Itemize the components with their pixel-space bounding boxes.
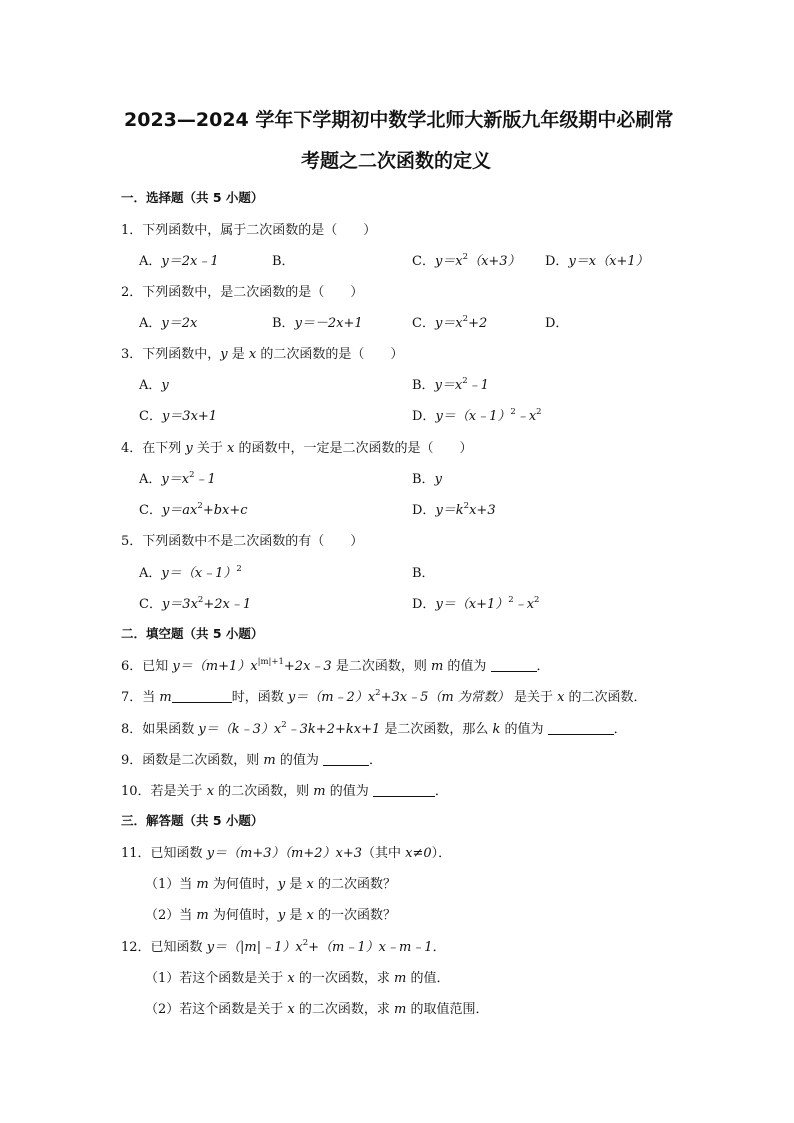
- question-5-option-c: C．$y=3x^2+2x﹣1$: [139, 595, 252, 612]
- question-2-option-d: D．: [545, 316, 569, 331]
- question-11-part-2: （2）当 m 为何值时，y 是 x 的一次函数？: [145, 908, 396, 923]
- question-8: 8．如果函数 $y=(k﹣3)x^2﹣3k+2+kx+1$ 是二次函数，那么 k 的值为 ．: [121, 720, 627, 737]
- question-4-option-b: B．y: [412, 472, 442, 487]
- question-12-part-2: （2）若这个函数是关于 x 的二次函数，求 m 的取值范围．: [145, 1002, 489, 1017]
- question-4-stem: 4．在下列 y 关于 x 的函数中，一定是二次函数的是（ ）: [121, 441, 473, 456]
- question-2-option-a: A．y＝2x: [139, 316, 198, 331]
- question-11-stem: 11．已知函数 y＝（m+3）（m+2）x+3（其中 x≠0）．: [121, 846, 452, 861]
- section-heading-solve: 三．解答题（共 5 小题）: [121, 813, 264, 828]
- question-4-option-d: D．$y=k^2x+3$: [412, 501, 496, 518]
- question-3-stem: 3．下列函数中，y 是 x 的二次函数的是（ ）: [121, 347, 404, 362]
- section-heading-choice: 一．选择题（共 5 小题）: [121, 190, 264, 205]
- question-5-option-b: B．: [412, 566, 435, 581]
- question-1-option-d: D．y＝x（x+1）: [545, 254, 649, 269]
- question-6: 6．已知 $y=(m+1)x^{|m|+1}+2x﹣3$ 是二次函数，则 m 的值为 ．: [121, 657, 550, 674]
- question-3-option-b: B．$y=x^2﹣1$: [412, 376, 489, 393]
- question-9: 9．函数是二次函数，则 m 的值为 ．: [121, 753, 383, 768]
- question-10: 10．若是关于 x 的二次函数，则 m 的值为 ．: [121, 784, 448, 799]
- question-2-option-b: B．y＝－2x+1: [272, 316, 363, 331]
- question-1-option-b: B．: [272, 254, 295, 269]
- question-5-option-a: A．y＝（x﹣1）$^2$: [139, 564, 242, 581]
- question-12-part-1: （1）若这个函数是关于 x 的一次函数，求 m 的值．: [145, 971, 450, 986]
- page-title-line2: 考题之二次函数的定义: [301, 150, 492, 172]
- answer-blank[interactable]: [172, 689, 232, 703]
- question-7: 7．当 m 时，函数 $y=(m﹣2)x^2+3x﹣5(m$ 为常数） 是关于 x 的二次函数．: [121, 688, 647, 705]
- answer-blank[interactable]: [491, 658, 537, 672]
- section-heading-fill: 二．填空题（共 5 小题）: [121, 626, 264, 641]
- answer-blank[interactable]: [548, 721, 614, 735]
- question-4-option-c: C．$y=ax^2+bx+c$: [139, 501, 248, 518]
- question-1-stem: 1．下列函数中，属于二次函数的是（ ）: [121, 223, 377, 238]
- question-2-option-c: C．$y=x^2+2$: [412, 314, 488, 331]
- answer-blank[interactable]: [323, 752, 369, 766]
- question-4-option-a: A．$y=x^2﹣1$: [139, 470, 216, 487]
- question-3-option-c: C．y＝3x+1: [139, 409, 218, 424]
- answer-blank[interactable]: [373, 783, 435, 797]
- question-12-stem: 12．已知函数 $y=(|m|﹣1)x^2+(m﹣1)x﹣m﹣1$．: [121, 938, 446, 955]
- question-1-option-c: C．$y=x^2(x+3)$: [412, 252, 521, 269]
- question-11-part-1: （1）当 m 为何值时，y 是 x 的二次函数？: [145, 877, 396, 892]
- question-3-option-d: D．$y=(x﹣1)^2﹣x^2$: [412, 407, 542, 424]
- question-2-stem: 2．下列函数中，是二次函数的是（ ）: [121, 285, 364, 300]
- question-3-option-a: A．y: [139, 378, 169, 393]
- question-5-stem: 5．下列函数中不是二次函数的有（ ）: [121, 534, 364, 549]
- question-5-option-d: D．$y=(x+1)^2﹣x^2$: [412, 595, 540, 612]
- page-title-line1: 2023—2024 学年下学期初中数学北师大新版九年级期中必刷常: [124, 109, 674, 131]
- question-1-option-a: A．y＝2x﹣1: [139, 254, 219, 269]
